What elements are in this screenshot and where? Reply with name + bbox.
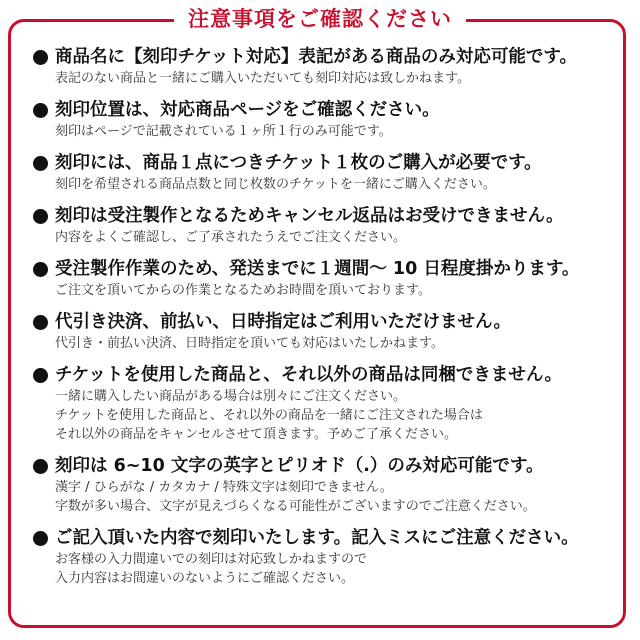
notice-heading (33, 364, 628, 387)
notice-item (33, 364, 628, 444)
bullet-icon (33, 103, 48, 118)
notice-heading (33, 205, 628, 228)
notice-heading (33, 527, 628, 550)
bullet-icon (33, 50, 48, 65)
notice-item (33, 99, 628, 141)
notice-item (33, 258, 628, 300)
notice-description: ご注文を頂いてからの作業となるためお時間を頂いております。 (55, 283, 431, 298)
notice-heading (33, 152, 628, 175)
notice-heading-text: 刻印位置は、対応商品ページをご確認ください。 (55, 100, 440, 120)
notice-description: 入力内容はお間違いのないようにご確認ください。 (55, 571, 355, 586)
notice-heading-text: 刻印は 6~10 文字の英字とピリオド（.）のみ対応可能です。 (55, 456, 544, 476)
notice-description: 内容をよくご確認し、ご了承されたうえでご注文ください。 (55, 230, 407, 245)
notice-item (33, 311, 628, 353)
notice-heading-text: 代引き決済、前払い、日時指定はご利用いただけません。 (55, 312, 512, 332)
notice-description: それ以外の商品をキャンセルさせて頂きます。予めご了承ください。 (55, 427, 457, 442)
notice-item (33, 205, 628, 247)
notice-description: 一緒に購入したい商品がある場合は別々にご注文ください。 (55, 389, 407, 404)
bullet-icon (33, 262, 48, 277)
bullet-icon (33, 315, 48, 330)
notice-heading-text: チケットを使用した商品と、それ以外の商品は同梱できません。 (55, 365, 562, 385)
notice-description: 代引き・前払い決済、日時指定を頂いても対応はいたしかねます。 (55, 336, 444, 351)
notice-item (33, 152, 628, 194)
notice-heading (33, 46, 628, 69)
notice-heading-text: 刻印は受注製作となるためキャンセル返品はお受けできません。 (55, 206, 564, 226)
title-wrap (0, 4, 640, 34)
notice-heading (33, 455, 628, 478)
notice-heading-text: 受注製作作業のため、発送までに１週間～ 10 日程度掛かります。 (55, 259, 580, 279)
notice-description: 字数が多い場合、文字が見えづらくなる可能性がございますのでご注意ください。 (55, 499, 536, 514)
page-title: 注意事項をご確認ください (174, 4, 466, 34)
notice-description: 刻印を希望される商品点数と同じ枚数のチケットを一緒にご購入ください。 (55, 177, 496, 192)
notice-description: 刻印はページで記載されている１ヶ所１行のみ可能です。 (55, 124, 392, 139)
notice-heading (33, 99, 628, 122)
notice-description: 漢字 / ひらがな / カタカナ / 特殊文字は刻印できません。 (55, 480, 393, 495)
bullet-icon (33, 531, 48, 546)
bullet-icon (33, 459, 48, 474)
notice-heading (33, 311, 628, 334)
notice-item (33, 527, 628, 588)
notice-description: 表記のない商品と一緒にご購入いただいても刻印対応は致しかねます。 (55, 71, 470, 86)
notice-list (33, 46, 628, 599)
notice-heading-text: ご記入頂いた内容で刻印いたします。記入ミスにご注意ください。 (55, 528, 579, 548)
notice-item (33, 46, 628, 88)
notice-item (33, 455, 628, 516)
bullet-icon (33, 156, 48, 171)
bullet-icon (33, 209, 48, 224)
notice-description: チケットを使用した商品と、それ以外の商品を一緒にご注文された場合は (55, 408, 483, 423)
notice-heading (33, 258, 628, 281)
notice-description: お客様の入力間違いでの刻印は対応致しかねますので (55, 552, 368, 567)
notice-heading-text: 商品名に【刻印チケット対応】表記がある商品のみ対応可能です。 (55, 47, 578, 67)
bullet-icon (33, 368, 48, 383)
notice-heading-text: 刻印には、商品１点につきチケット１枚のご購入が必要です。 (55, 153, 542, 173)
